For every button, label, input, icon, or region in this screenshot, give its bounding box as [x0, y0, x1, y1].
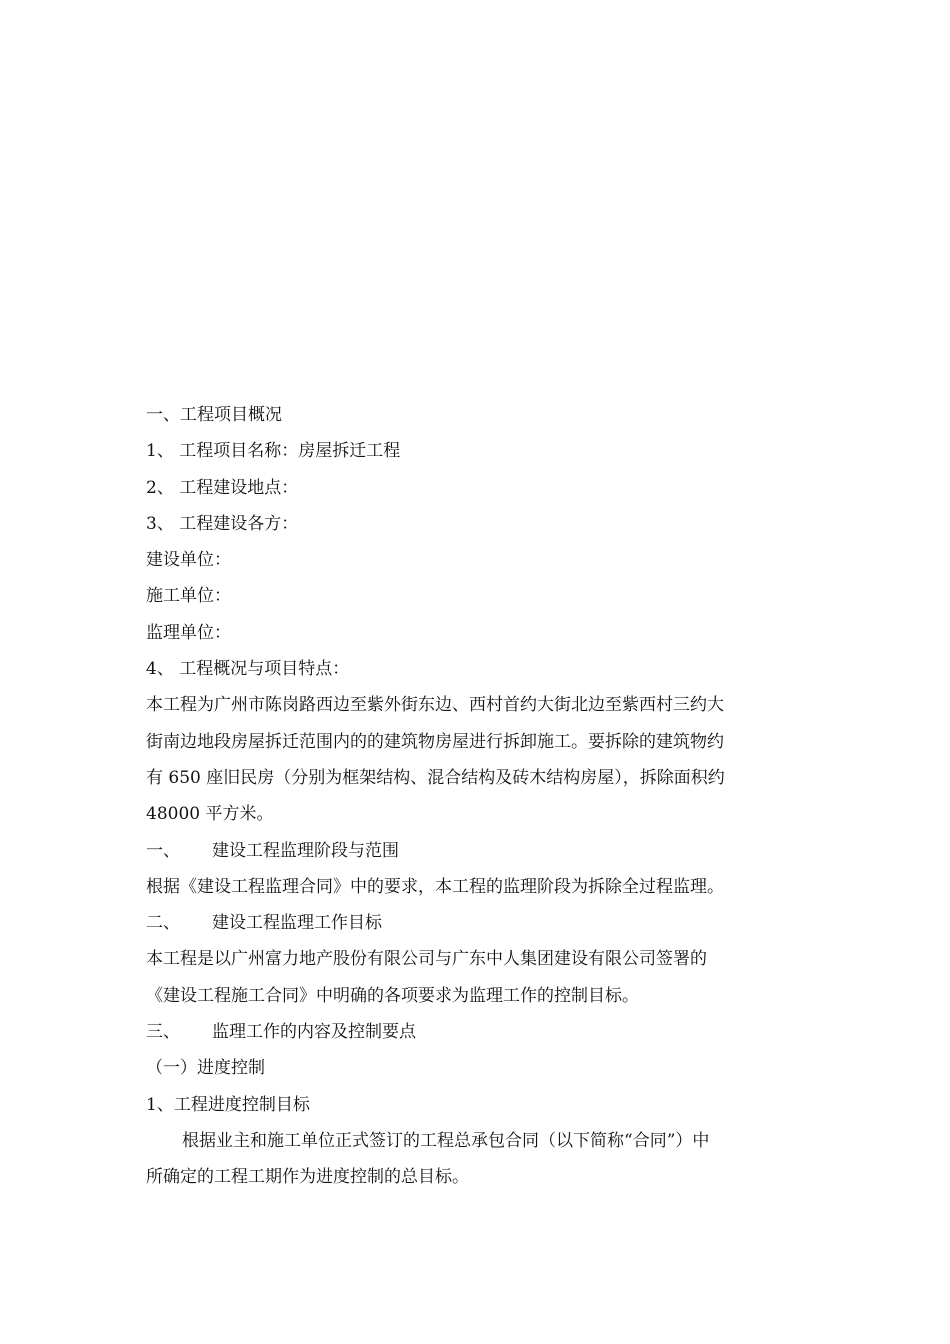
supervisor-label: 监理单位： [146, 622, 231, 643]
owner-label: 建设单位： [146, 550, 231, 571]
list-item-project-parties: 3、 工程建设各方： [146, 513, 299, 534]
section-number: 三、 [146, 1022, 180, 1043]
list-item-project-name: 1、 工程项目名称：房屋拆迁工程 [146, 441, 401, 462]
list-item-project-location: 2、 工程建设地点： [146, 477, 299, 498]
overview-line: 有 650 座旧民房（分别为框架结构、混合结构及砖木结构房屋），拆除面积约 [146, 767, 725, 788]
overview-paragraph [146, 687, 808, 832]
section-title: 建设工程监理阶段与范围 [212, 840, 399, 861]
contractor-label: 施工单位： [146, 586, 231, 607]
section-heading-content [146, 1014, 808, 1050]
section-number: 二、 [146, 913, 180, 934]
objectives-line: 本工程是以广州富力地产股份有限公司与广东中人集团建设有限公司签署的 [146, 949, 707, 970]
section-heading-project-overview: 一、工程项目概况 [146, 405, 282, 425]
overview-line: 48000 平方米。 [146, 804, 274, 825]
section-heading-objectives [146, 905, 808, 941]
section-number: 一、 [146, 840, 180, 861]
section-heading-scope [146, 833, 808, 869]
schedule-line: 所确定的工程工期作为进度控制的总目标。 [146, 1167, 469, 1188]
objectives-line: 《建设工程施工合同》中明确的各项要求为监理工作的控制目标。 [146, 985, 639, 1006]
document-body [146, 397, 808, 1196]
subsection-title: （一）进度控制 [146, 1058, 265, 1079]
list-item-project-features: 4、 工程概况与项目特点： [146, 659, 350, 680]
schedule-line: 根据业主和施工单位正式签订的工程总承包合同（以下简称“合同”）中 [182, 1130, 710, 1151]
section-title: 监理工作的内容及控制要点 [212, 1022, 416, 1043]
section-title: 建设工程监理工作目标 [212, 913, 382, 934]
list-item-schedule-target: 1、工程进度控制目标 [146, 1094, 310, 1115]
subsection-heading-schedule [146, 1050, 808, 1086]
overview-line: 街南边地段房屋拆迁范围内的的建筑物房屋进行拆卸施工。要拆除的建筑物约 [146, 731, 724, 752]
overview-line: 本工程为广州市陈岗路西边至紫外街东边、西村首约大街北边至紫西村三约大 [146, 695, 724, 716]
scope-paragraph: 根据《建设工程监理合同》中的要求，本工程的监理阶段为拆除全过程监理。 [146, 876, 724, 897]
